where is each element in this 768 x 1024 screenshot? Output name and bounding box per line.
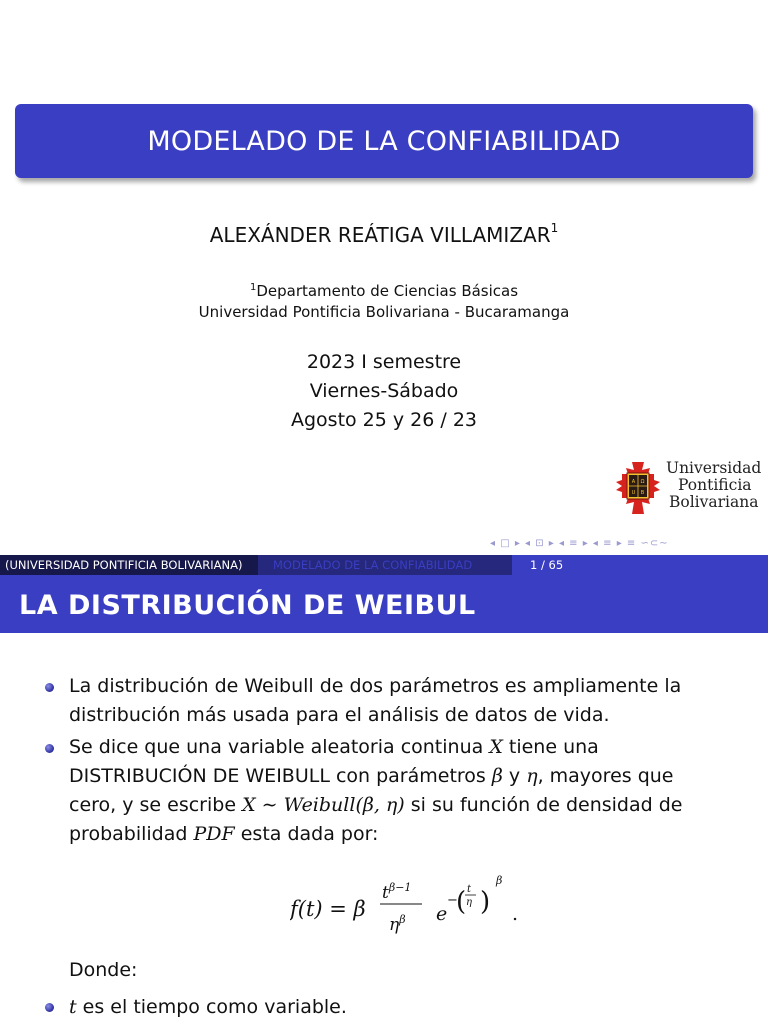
bullet-1-line-1: La distribución de Weibull de dos parámetros es ampliamente la: [69, 675, 682, 697]
beamer-navigation-icons[interactable]: ◂ □ ▸ ◂ ⊡ ▸ ◂ ≡ ▸ ◂ ≡ ▸ ≡ ∽⊂∼: [490, 538, 669, 549]
svg-text:A: A: [631, 479, 636, 485]
upb-shield-icon: [614, 460, 662, 516]
logo-line-2: Pontificia: [678, 476, 752, 494]
bullet-item-1: [69, 672, 729, 730]
university-logo: [614, 460, 764, 516]
days: Viernes-Sábado: [309, 380, 459, 402]
bullet-icon: [45, 744, 54, 753]
affiliation-footnote-mark: 1: [249, 282, 257, 293]
footer-institution: (UNIVERSIDAD PONTIFICIA BOLIVARIANA): [0, 555, 258, 575]
bullet-2-line-1: Se dice que una variable aleatoria continua X tiene una: [69, 736, 599, 758]
bullet-2-line-3: cero, y se escribe X ∼ Weibull(β, η) si su función de densidad de: [69, 794, 683, 816]
formula-minus: −: [447, 893, 458, 908]
footer-title: MODELADO DE LA CONFIABILIDAD: [258, 555, 512, 575]
bullet-2-line-4: probabilidad PDF esta dada por:: [69, 823, 379, 845]
university: Universidad Pontificia Bolivariana - Bucaramanga: [198, 303, 570, 321]
affiliation: [0, 277, 768, 323]
frame-title: LA DISTRIBUCIÓN DE WEIBUL: [0, 575, 768, 633]
author-text: ALEXÁNDER REÁTIGA VILLAMIZAR: [209, 223, 551, 247]
formula-denominator: $\eta^\beta$: [389, 913, 406, 935]
date-block: [0, 348, 768, 435]
frame-content: [0, 633, 768, 1024]
svg-text:B: B: [640, 490, 645, 496]
variable-t: t: [69, 996, 77, 1018]
donde-label: Donde:: [69, 959, 138, 981]
title-banner: [15, 104, 753, 178]
formula-exp-t: t: [467, 884, 472, 895]
department: Departamento de Ciencias Básicas: [256, 282, 519, 300]
formula-exp-eta: η: [466, 897, 472, 908]
bullet-1-line-2: distribución más usada para el análisis de datos de vida.: [69, 704, 610, 726]
logo-line-3: Bolivariana: [669, 493, 759, 511]
bullet-icon: [45, 1003, 54, 1012]
weibull-pdf-formula: [290, 870, 550, 940]
bullet-icon: [45, 683, 54, 692]
logo-line-1: Universidad: [666, 459, 762, 477]
bullet-item-2: [69, 733, 729, 849]
author-name: [0, 223, 768, 247]
formula-period: .: [512, 903, 519, 925]
formula-exp-beta: β: [496, 874, 503, 887]
logo-wordmark: [666, 460, 761, 511]
presentation-title: MODELADO DE LA CONFIABILIDAD: [147, 125, 621, 157]
bullet-3-text: es el tiempo como variable.: [76, 996, 347, 1018]
formula-lhs: f(t) = β: [290, 897, 366, 921]
formula-numerator: $t^{\beta-1}$: [382, 881, 412, 903]
formula-paren-right: ): [480, 887, 491, 917]
bullet-item-3: [69, 993, 729, 1022]
formula-paren-left: (: [456, 887, 467, 917]
dates: Agosto 25 y 26 / 23: [290, 409, 478, 431]
author-footnote-mark: 1: [550, 221, 559, 236]
svg-text:Ω: Ω: [640, 479, 645, 485]
svg-text:U: U: [631, 490, 636, 496]
bullet-2-line-2: DISTRIBUCIÓN DE WEIBULL con parámetros β y η, mayores que: [69, 765, 674, 787]
formula-e: e: [436, 903, 448, 925]
footer-page-number: 1 / 65: [512, 555, 768, 575]
semester: 2023 I semestre: [306, 351, 462, 373]
footline: [0, 555, 768, 575]
